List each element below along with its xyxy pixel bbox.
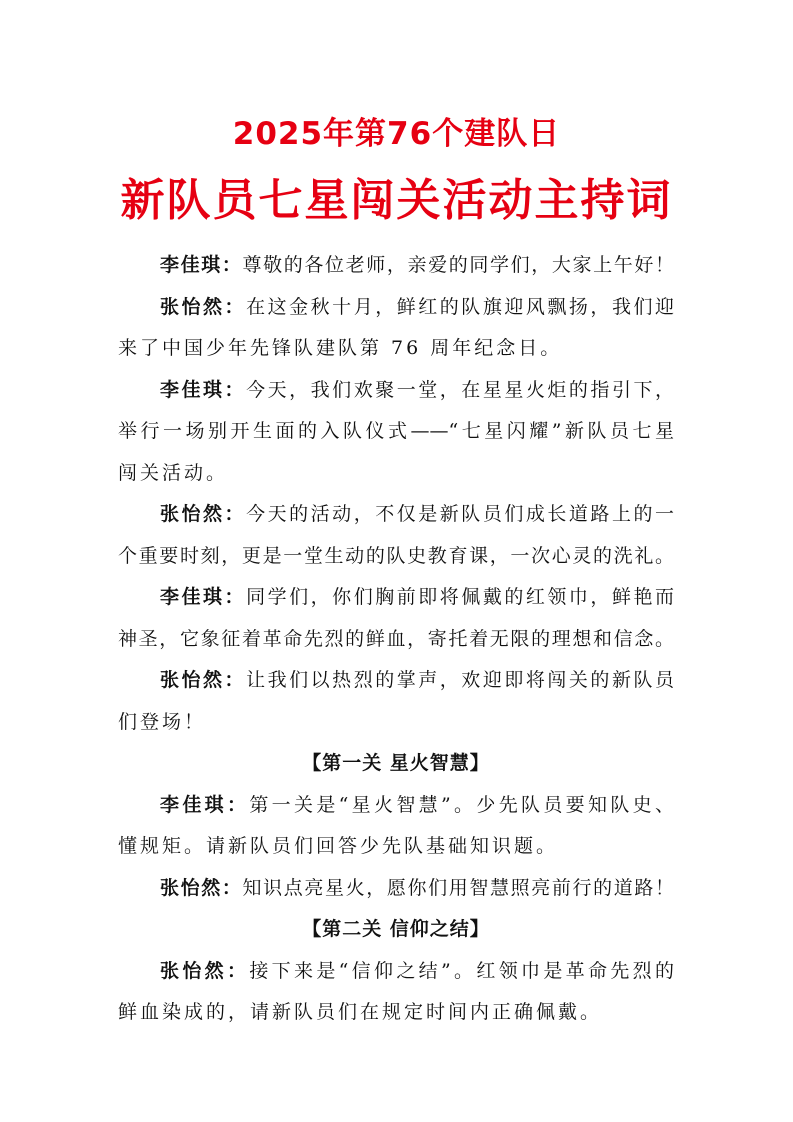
speaker-name: 张怡然： bbox=[160, 876, 243, 899]
speaker-name: 李佳琪： bbox=[160, 254, 243, 276]
section-heading: 【第一关 星火智慧】 bbox=[302, 752, 490, 774]
speaker-name: 张怡然： bbox=[160, 959, 250, 982]
line-text: 接下来是“信仰之结”。红领巾是革命先烈的 bbox=[249, 959, 674, 982]
line-text: 第一关是“星火智慧”。少先队员要知队史、 bbox=[249, 793, 674, 816]
line-text: 今天，我们欢聚一堂，在星星火炬的指引下， bbox=[246, 378, 674, 401]
line-text: 在这金秋十月，鲜红的队旗迎风飘扬，我们迎 bbox=[246, 295, 674, 318]
paragraph-line: 来了中国少年先锋队建队第 76 周年纪念日。 bbox=[118, 337, 563, 359]
paragraph-line bbox=[118, 660, 674, 702]
paragraph-line: 鲜血染成的，请新队员们在规定时间内正确佩戴。 bbox=[118, 1001, 603, 1023]
title-line-1: 2025年第76个建队日 bbox=[232, 116, 561, 152]
paragraph-line bbox=[118, 577, 674, 619]
speaker-name: 张怡然： bbox=[160, 503, 247, 525]
line-text: 知识点亮星火，愿你们用智慧照亮前行的道路！ bbox=[242, 876, 674, 899]
speaker-name: 张怡然： bbox=[160, 295, 247, 318]
speaker-name: 李佳琪： bbox=[160, 378, 247, 401]
paragraph-line bbox=[118, 494, 674, 536]
speaker-name: 李佳琪： bbox=[160, 586, 247, 608]
paragraph-line bbox=[118, 785, 674, 827]
line-text: 尊敬的各位老师，亲爱的同学们，大家上午好！ bbox=[242, 254, 674, 276]
section-heading: 【第二关 信仰之结】 bbox=[302, 918, 490, 940]
line-text: 让我们以热烈的掌声，欢迎即将闯关的新队员 bbox=[246, 669, 674, 691]
paragraph-line: 举行一场别开生面的入队仪式——“七星闪耀”新队员七星 bbox=[118, 420, 674, 442]
paragraph-line: 个重要时刻，更是一堂生动的队史教育课，一次心灵的洗礼。 bbox=[118, 544, 674, 567]
document-body bbox=[118, 245, 674, 1034]
paragraph-line: 们登场！ bbox=[118, 710, 207, 733]
paragraph-line bbox=[118, 245, 674, 287]
paragraph-line bbox=[118, 287, 674, 329]
paragraph-line: 神圣，它象征着革命先烈的鲜血，寄托着无限的理想和信念。 bbox=[118, 627, 674, 650]
line-text: 同学们，你们胸前即将佩戴的红领巾，鲜艳而 bbox=[246, 586, 674, 608]
paragraph-line: 闯关活动。 bbox=[118, 461, 229, 484]
paragraph-line: 懂规矩。请新队员们回答少先队基础知识题。 bbox=[118, 835, 559, 857]
paragraph-line bbox=[118, 951, 674, 993]
speaker-name: 李佳琪： bbox=[160, 793, 250, 816]
line-text: 今天的活动，不仅是新队员们成长道路上的一 bbox=[246, 503, 674, 525]
paragraph-line bbox=[118, 370, 674, 412]
speaker-name: 张怡然： bbox=[160, 669, 247, 691]
paragraph-line bbox=[118, 868, 674, 910]
title-line-2: 新队员七星闯关活动主持词 bbox=[120, 175, 673, 226]
